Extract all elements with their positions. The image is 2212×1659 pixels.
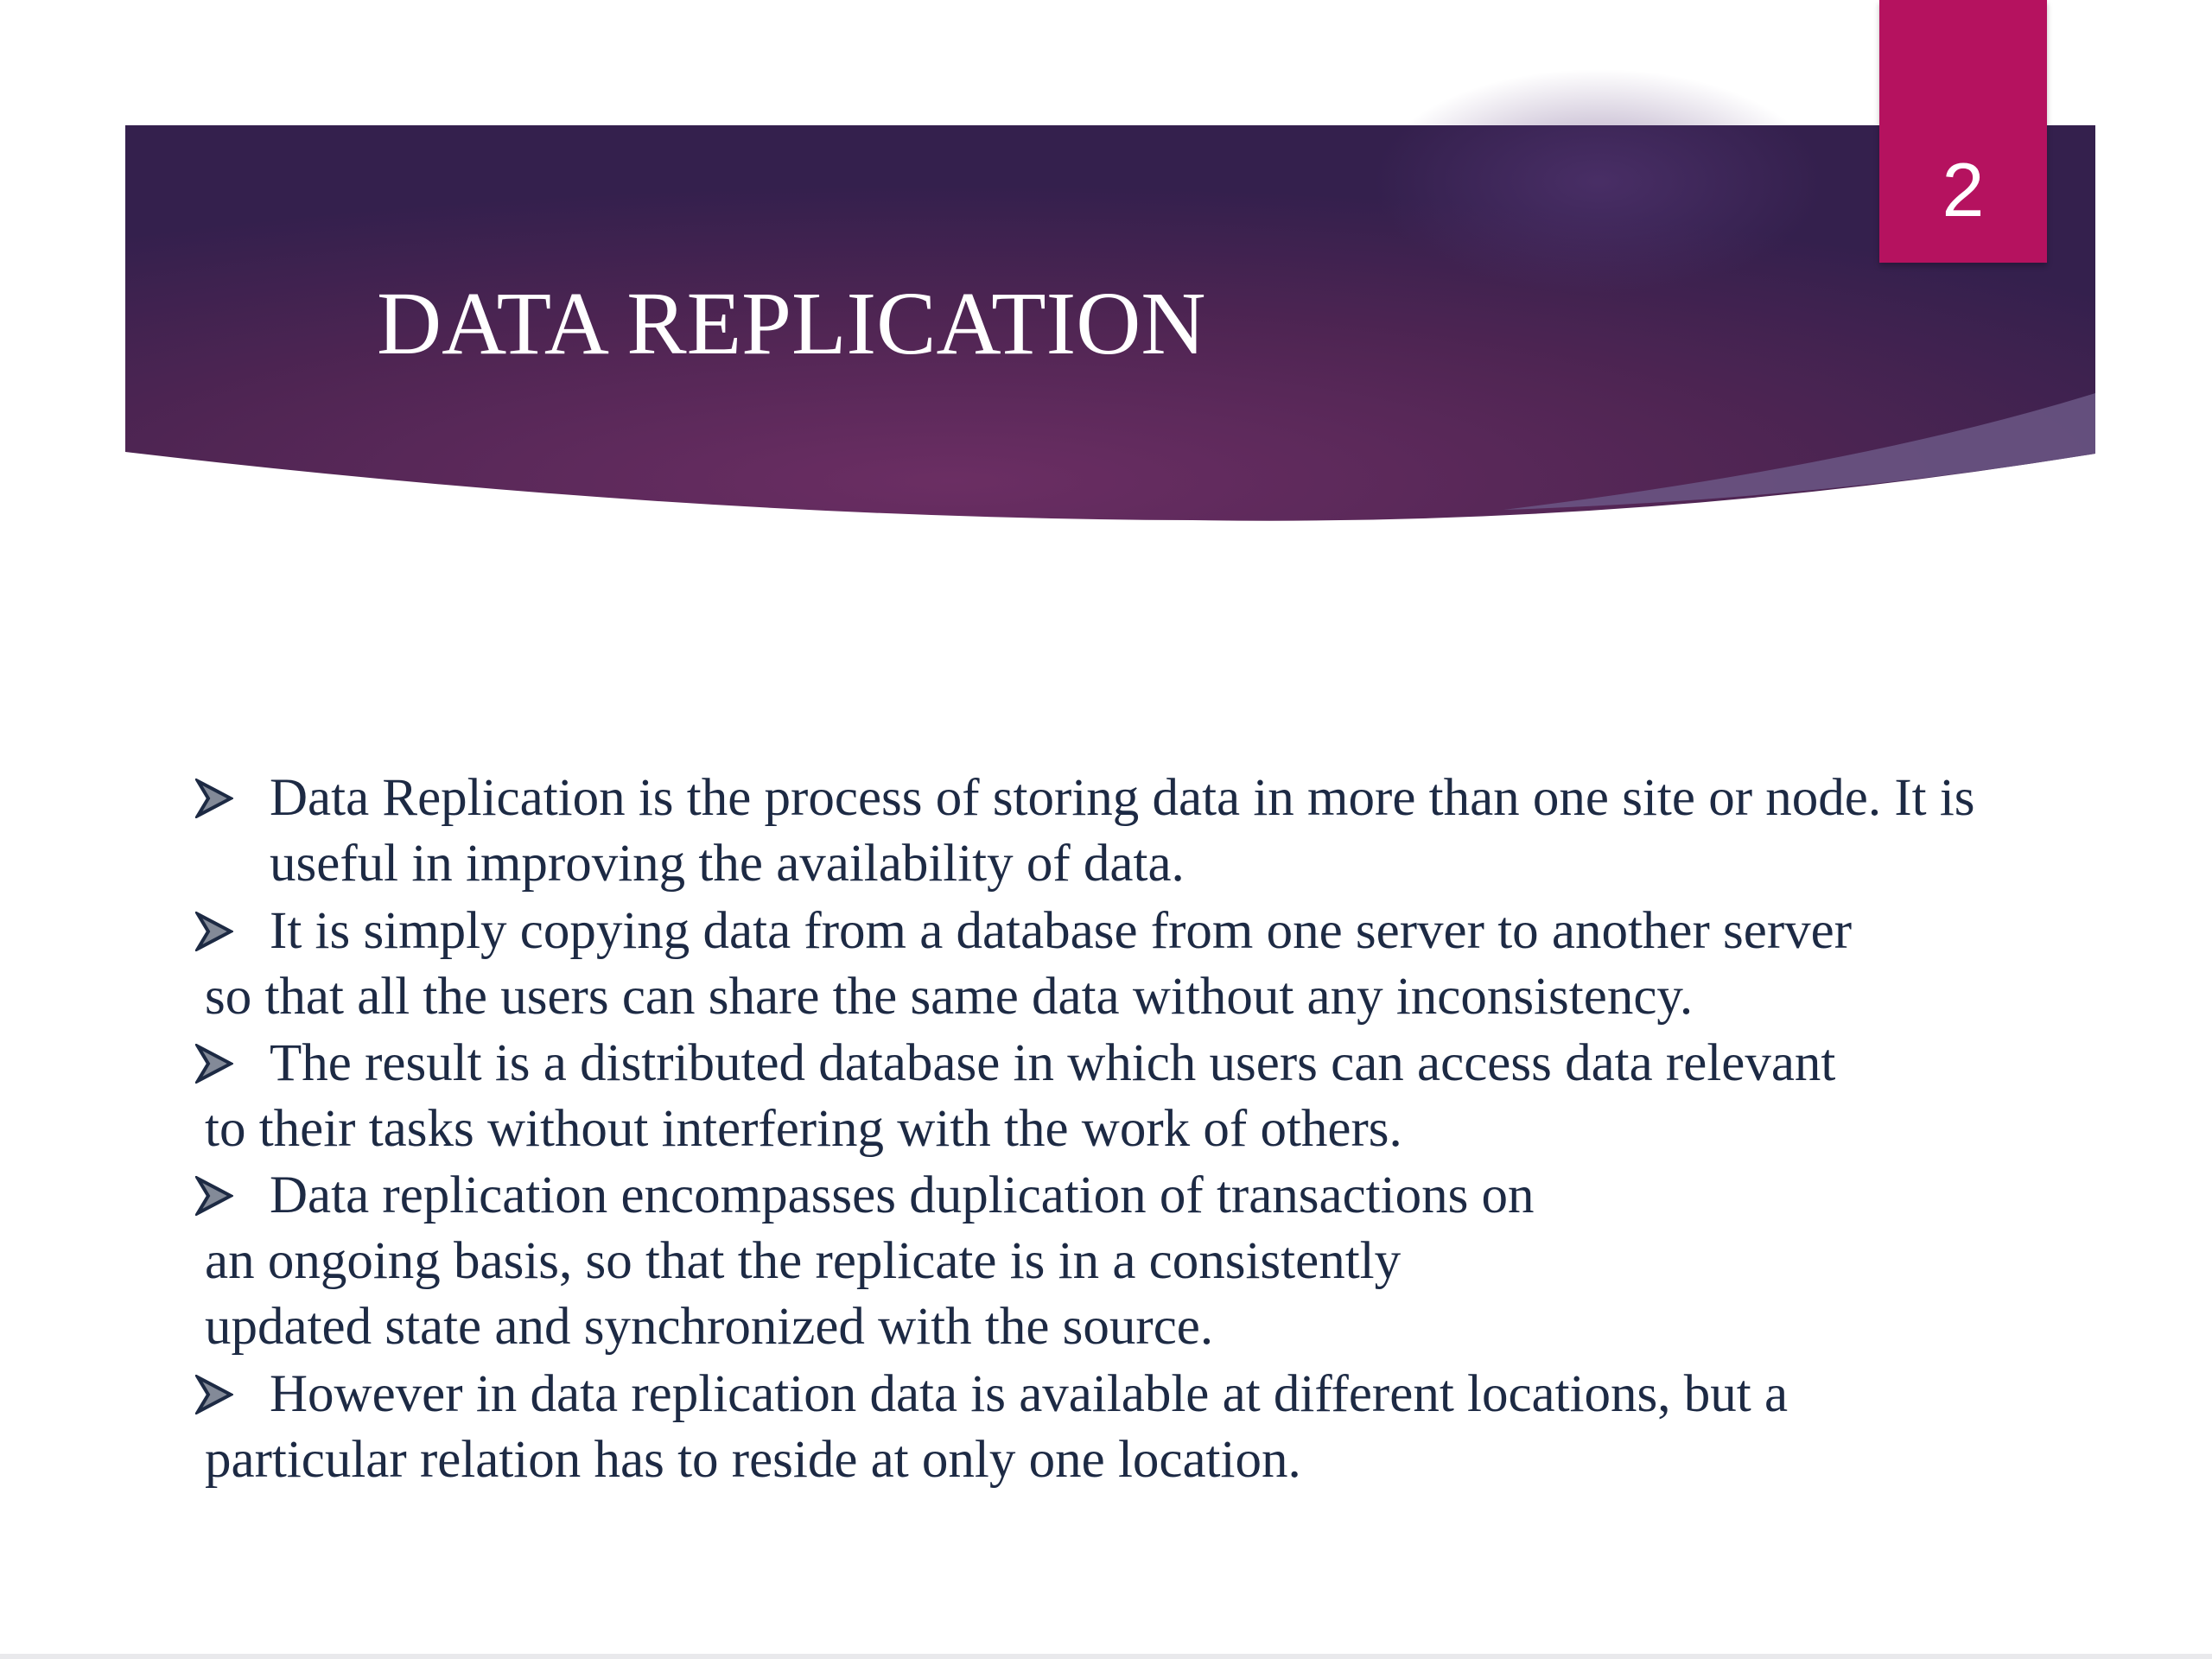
bullet-5-line-1: However in data replication data is available at different locations, but a [270, 1365, 1789, 1423]
bullet-3-line-1: The result is a distributed database in which users can access data relevant [270, 1034, 1836, 1092]
bullet-4-line-1: Data replication encompasses duplication of transactions on [270, 1166, 1535, 1224]
arrowhead-bullet-icon [195, 912, 233, 951]
bullet-1-line-2: useful in improving the availability of data. [270, 835, 1185, 893]
arrowhead-bullet-icon [195, 1044, 233, 1084]
arrowhead-bullet-icon [195, 1176, 233, 1216]
bullet-3-line-2: to their tasks without interfering with the work of others. [205, 1100, 1402, 1158]
bullet-2-line-2: so that all the users can share the same data without any inconsistency. [205, 968, 1694, 1026]
bullet-4-line-3: updated state and synchronized with the source. [205, 1298, 1214, 1356]
bullet-2-line-1: It is simply copying data from a database from one server to another server [270, 902, 1853, 960]
arrowhead-bullet-icon [195, 1375, 233, 1414]
arrowhead-bullet-icon [195, 779, 233, 818]
bullet-1-line-1: Data Replication is the process of storing data in more than one site or node. It is [270, 769, 1975, 827]
bottom-edge-divider [0, 1654, 2212, 1659]
bullet-5-line-2: particular relation has to reside at only one location. [205, 1431, 1301, 1489]
slide-title: DATA REPLICATION [377, 274, 1206, 373]
page-number: 2 [1942, 147, 1985, 232]
bullet-4-line-2: an ongoing basis, so that the replicate is in a consistently [205, 1232, 1402, 1290]
